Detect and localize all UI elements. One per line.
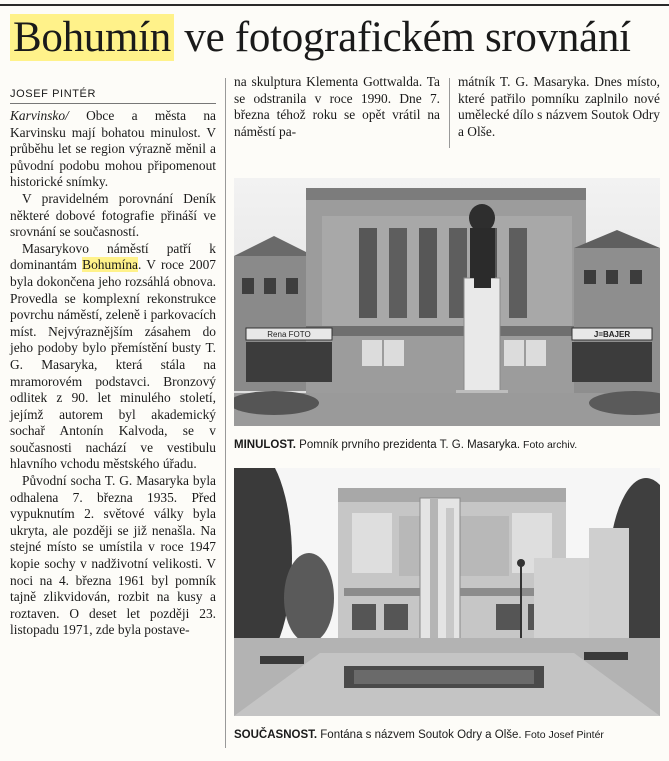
article-column-2 — [234, 74, 440, 140]
photo-credit: Foto Josef Pintér — [521, 729, 604, 741]
caption-text: Fontána s názvem Soutok Odry a Olše. — [317, 729, 522, 741]
paragraph-col2: na skulptura Klementa Gottwalda. Ta se odstranila v roce 1990. Dne 7. března téhož roku se opět vrátil na náměstí pa- — [234, 74, 440, 139]
byline: JOSEF PINTÉR — [10, 88, 216, 104]
photo-credit: Foto archiv. — [520, 439, 578, 451]
column-divider — [225, 78, 226, 748]
photo-present — [234, 468, 660, 716]
paragraph-2: V pravidelném porovnání Deník některé dobové fotografie přináší ve srovnání se současností. — [10, 190, 216, 240]
paragraph-3 — [10, 241, 216, 473]
paragraph-4: Původní socha T. G. Masaryka byla odhalena 7. března 1935. Před vypuknutím 2. světové války byla ukryta, ale později se již nenašla. Na stejné místo se umístila v roce 1947 kopie sochy v nadživotní velikosti. V noci na 4. března 1961 byl pomník tajně zlikvidován, rozbit na kusy a roztaven. O deset let později 23. listopadu 1971, zde byla postave- — [10, 473, 216, 638]
caption-historical — [234, 438, 664, 452]
photo-historical — [234, 178, 660, 426]
paragraph-intro-text: Obce a města na Karvinsku mají bohatou minulost. V průběhu let se region výrazně měnil a původní podobu mohou připomenout historické snímky. — [10, 108, 216, 190]
highlighted-word: Bohumína — [82, 257, 138, 273]
paragraph-3-a: Masarykovo náměstí patří k dominantám — [10, 240, 216, 273]
shop-sign-right: J=BAJER — [593, 330, 631, 339]
headline-rest: ve fotografickém srovnání — [173, 14, 631, 61]
caption-label: SOUČASNOST. — [234, 729, 318, 741]
paragraph-intro — [10, 108, 216, 191]
paragraph-col3: mátník T. G. Masaryka. Dnes místo, které patřilo pomníku zaplnilo nové umělecké dílo s názvem Soutok Odry a Olše. — [458, 74, 660, 139]
column-divider — [449, 78, 450, 148]
article-column-3 — [458, 74, 660, 140]
top-rule — [0, 4, 669, 6]
caption-present — [234, 728, 664, 742]
caption-label: MINULOST. — [234, 439, 296, 451]
shop-sign-left: Rena FOTO — [267, 330, 311, 339]
headline-highlight: Bohumín — [10, 14, 174, 61]
paragraph-3-b: . V roce 2007 byla dokončena jeho rozsáhlá obnova. Provedla se komplexní rekonstrukce povrchu náměstí, zeleně i parkovacích míst. Nejvýraznějším zásahem do jeho podoby bylo přemístění busty T. G. Masaryka, která stála na mramorovém podstavci. Bronzový odlitek z 90. let minulého století, jejímž autorem byl akademický sochař Antonín Kalvoda, se v současnosti nachází ve vestibulu hlavního vchodu městského úřadu. — [10, 257, 216, 472]
article-column-1 — [10, 108, 216, 639]
dateline: Karvinsko/ — [10, 108, 69, 123]
caption-text: Pomník prvního prezidenta T. G. Masaryka. — [295, 439, 521, 451]
headline — [10, 12, 665, 64]
